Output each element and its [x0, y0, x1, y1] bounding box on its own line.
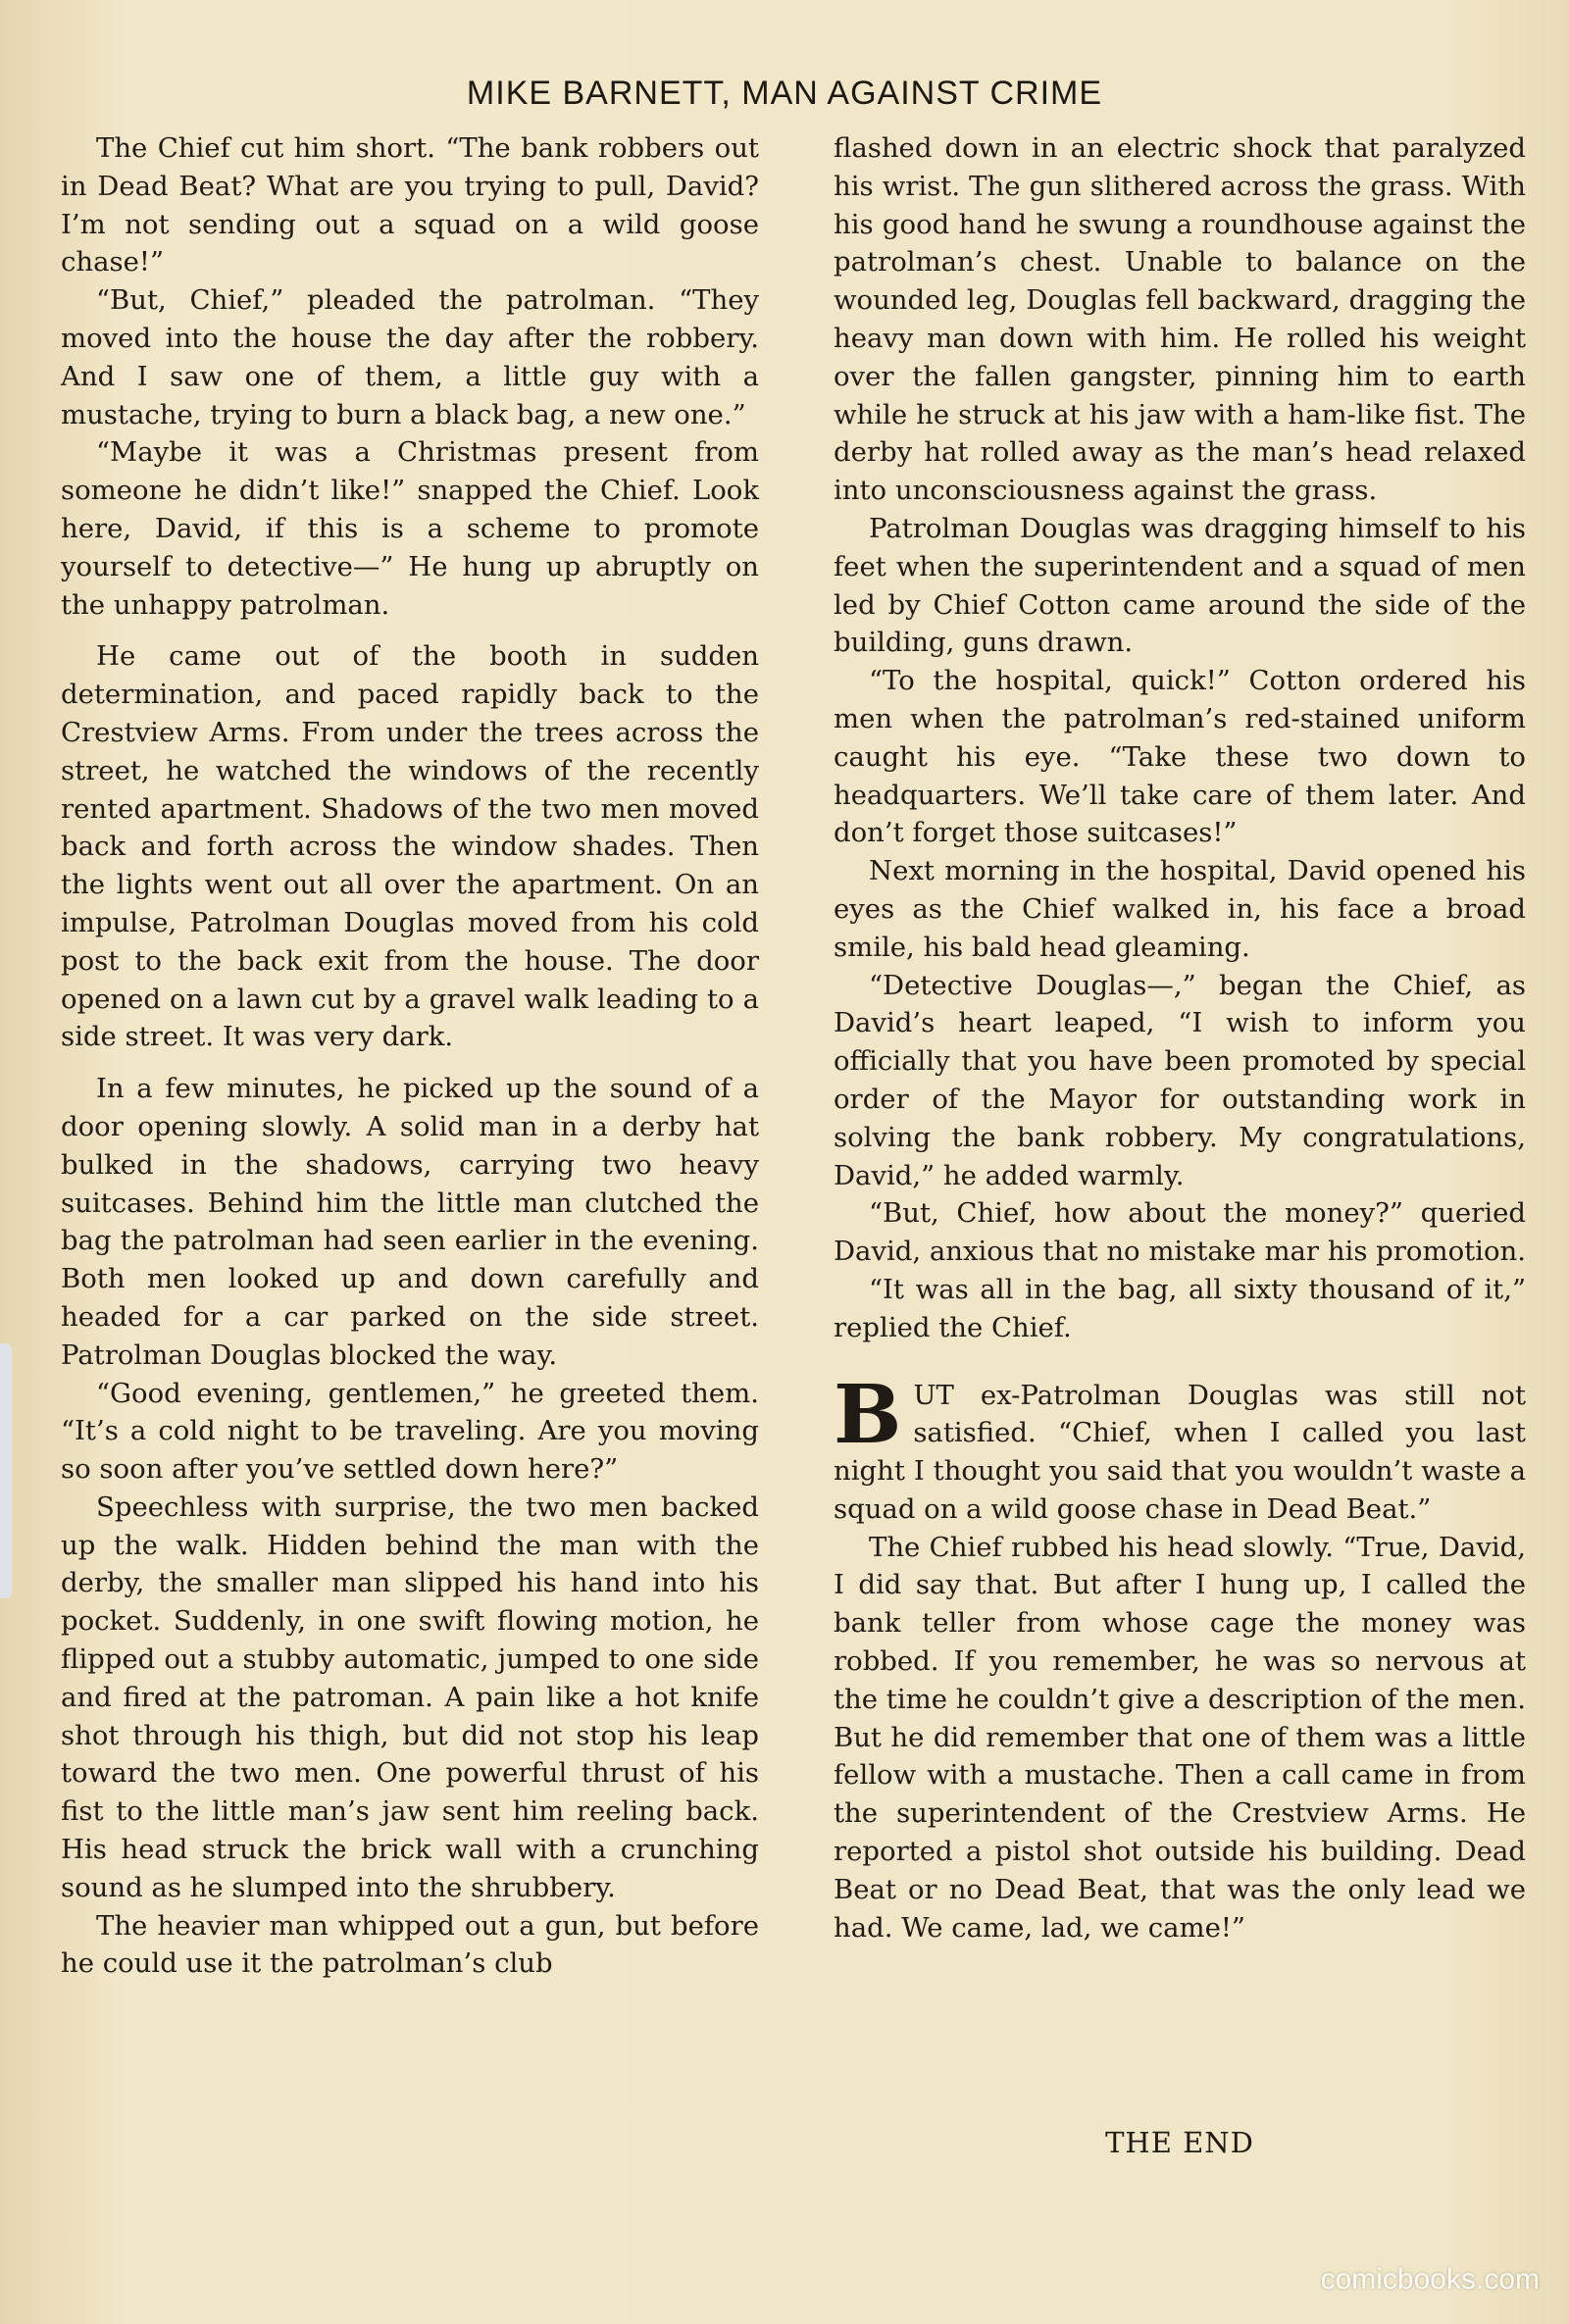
- paragraph-text: UT ex-Patrolman Douglas was still not satisfied. “Chief, when I called you last night I thought you said that you wouldn’t waste a squad on a wild goose chase in Dead Beat.”: [834, 1379, 1526, 1525]
- paragraph: “To the hospital, quick!” Cotton ordered his men when the patrolman’s red-stained uniform caught his eye. “Take these two down to headquarters. We’ll take care of them later. And don’t forget those suitcases!”: [834, 665, 1526, 849]
- paragraph: “Maybe it was a Christmas present from someone he didn’t like!” snapped the Chief. Look here, David, if this is a scheme to promote yourself to detective—” He hung up abruptly on the unhappy patrolman.: [61, 436, 759, 621]
- paragraph: Speechless with surprise, the two men backed up the walk. Hidden behind the man with the derby, the smaller man slipped his hand into his pocket. Suddenly, in one swift flowing motion, he flipped out a stubby automatic, jumped to one side and fired at the patroman. A pain like a hot knife shot through his thigh, but did not stop his leap toward the two men. One powerful thrust of his fist to the little man’s jaw sent him reeling back. His head struck the brick wall with a crunching sound as he slumped into the shrubbery.: [61, 1490, 759, 1903]
- paragraph: The Chief cut him short. “The bank robbers out in Dead Beat? What are you trying to pull, David? I’m not sending out a squad on a wild goose chase!”: [61, 132, 759, 278]
- right-column: [834, 129, 1526, 1946]
- paragraph: “But, Chief, how about the money?” queried David, anxious that no mistake mar his promotion.: [834, 1197, 1526, 1268]
- paragraph: He came out of the booth in sudden determination, and paced rapidly back to the Crestview Arms. From under the trees across the street, he watched the windows of the recently rented apartment. Shadows of the two men moved back and forth across the window shades. Then the lights went out all over the apartment. On an impulse, Patrolman Douglas moved from his cold post to the back exit from the house. The door opened on a lawn cut by a gravel walk leading to a side street. It was very dark.: [61, 640, 759, 1053]
- paragraph: “But, Chief,” pleaded the patrolman. “They moved into the house the day after the robbery. And I saw one of them, a little guy with a mustache, trying to burn a black bag, a new one.”: [61, 284, 759, 430]
- page-tab-mark: [0, 1343, 12, 1598]
- paragraph: flashed down in an electric shock that paralyzed his wrist. The gun slithered across the grass. With his good hand he swung a roundhouse against the patrolman’s chest. Unable to balance on the wounded leg, Douglas fell backward, dragging the heavy man down with him. He rolled his weight over the fallen gangster, pinning him to earth while he struck at his jaw with a ham-like fist. The derby hat rolled away as the man’s head relaxed into unconsciousness against the grass.: [834, 132, 1526, 507]
- paragraph: “It was all in the bag, all sixty thousand of it,” replied the Chief.: [834, 1273, 1526, 1343]
- paragraph: The Chief rubbed his head slowly. “True, David, I did say that. But after I hung up, I called the bank teller from whose cage the money was robbed. If you remember, he was so nervous at the time he couldn’t give a description of the men. But he did remember that one of them was a little fellow with a mustache. Then a call came in from the superintendent of the Crestview Arms. He reported a pistol shot outside his building. Dead Beat or no Dead Beat, that was the only lead we had. We came, lad, we came!”: [834, 1531, 1526, 1944]
- watermark: comicbooks.com: [1320, 2263, 1540, 2296]
- the-end-label: THE END: [1105, 2126, 1254, 2159]
- paragraph: In a few minutes, he picked up the sound of a door opening slowly. A solid man in a derby hat bulked in the shadows, carrying two heavy suitcases. Behind him the little man clutched the bag the patrolman had seen earlier in the evening. Both men looked up and down carefully and headed for a car parked on the side street. Patrolman Douglas blocked the way.: [61, 1073, 759, 1371]
- page-title: MIKE BARNETT, MAN AGAINST CRIME: [466, 75, 1103, 112]
- paragraph: “Detective Douglas—,” began the Chief, as David’s heart leaped, “I wish to inform you officially that you have been promoted by special order of the Mayor for outstanding work in solving the bank robbery. My congratulations, David,” he added warmly.: [834, 969, 1526, 1191]
- paragraph: Next morning in the hospital, David opened his eyes as the Chief walked in, his face a broad smile, his bald head gleaming.: [834, 855, 1526, 963]
- left-column: [61, 129, 759, 1983]
- drop-cap: B: [834, 1367, 902, 1462]
- paragraph: “Good evening, gentlemen,” he greeted them. “It’s a cold night to be traveling. Are you moving so soon after you’ve settled down here?”: [61, 1377, 759, 1486]
- paragraph: Patrolman Douglas was dragging himself to his feet when the superintendent and a squad of men led by Chief Cotton came around the side of the building, guns drawn.: [834, 512, 1526, 659]
- section-two-opening: [834, 1367, 1526, 1529]
- paragraph: The heavier man whipped out a gun, but before he could use it the patrolman’s club: [61, 1909, 759, 1980]
